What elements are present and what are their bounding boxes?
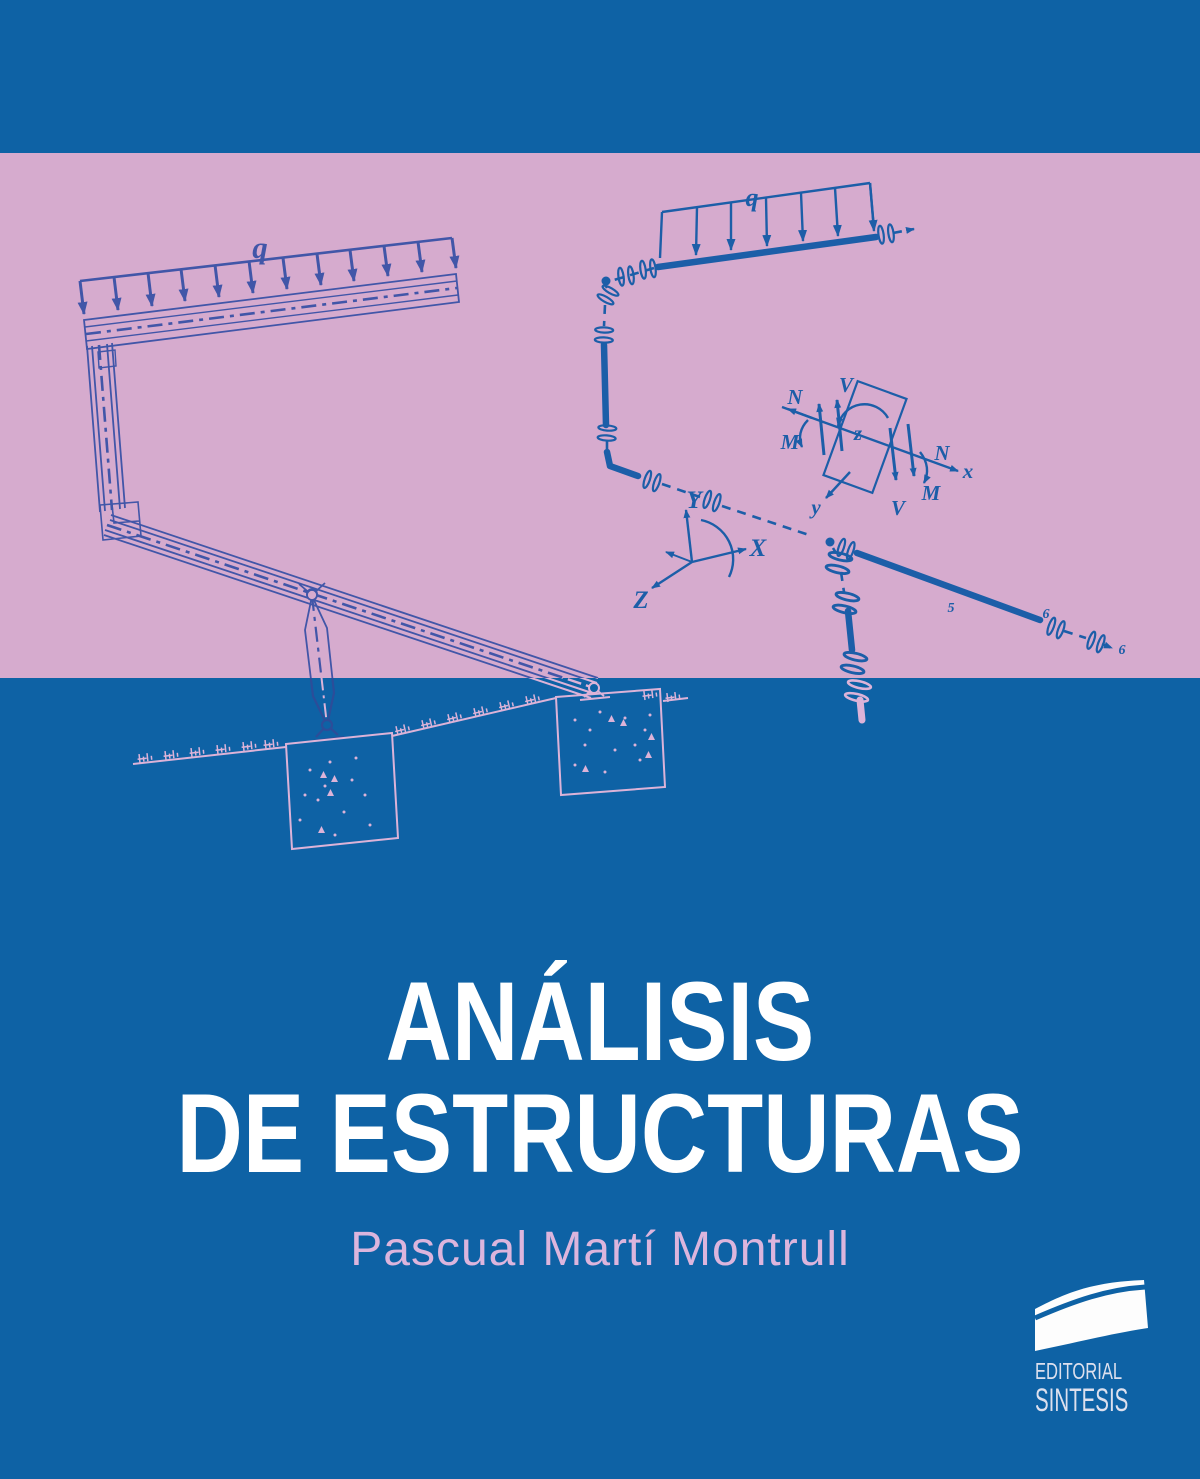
left-footing-block <box>286 733 398 849</box>
ground-line <box>133 690 688 764</box>
right-load-label: q <box>745 183 759 212</box>
section-force-labels <box>780 373 974 520</box>
element-number-6b: 6 <box>1118 643 1126 658</box>
shear-label-top: V <box>838 373 854 397</box>
right-support-pin <box>589 683 599 693</box>
section-free-body-diagram <box>780 373 974 520</box>
publisher-name-editorial: EDITORIAL <box>1035 1358 1123 1384</box>
frame-left-column <box>87 343 141 540</box>
moment-label-left: M <box>780 430 800 454</box>
global-x-label: X <box>749 535 767 562</box>
local-x-label: x <box>962 459 974 483</box>
frame-inclined-member <box>104 515 598 698</box>
author-name: Pascual Martí Montrull <box>350 1223 850 1276</box>
left-frame-diagram <box>80 230 598 741</box>
local-z-label: z <box>853 421 863 445</box>
axial-label-right: N <box>934 441 950 465</box>
publisher-logo <box>1032 1276 1172 1418</box>
element-number-6a: 6 <box>1042 607 1050 622</box>
right-distributed-load <box>660 183 874 258</box>
right-model-diagram <box>595 183 1126 720</box>
frame-strut <box>299 583 344 741</box>
publisher-name-sintesis: SINTESIS <box>1035 1382 1129 1418</box>
local-y-label: y <box>811 495 821 519</box>
title-line-1: ANÁLISIS <box>385 959 815 1084</box>
publisher-flag-icon <box>1032 1276 1152 1354</box>
global-z-label: Z <box>633 587 649 614</box>
element-number-labels <box>948 601 1126 658</box>
moment-label-right: M <box>921 481 941 505</box>
right-footing-block <box>556 683 665 795</box>
frame-top-beam <box>84 274 459 349</box>
model-members <box>595 224 1112 720</box>
element-number-5: 5 <box>947 601 955 616</box>
shear-label-bottom: V <box>890 496 906 520</box>
foundation-drawing <box>133 683 688 849</box>
global-axes-triad <box>632 487 767 614</box>
global-y-label: Y <box>686 487 702 514</box>
left-load-label: q <box>252 230 268 265</box>
axial-label-left: N <box>787 385 803 409</box>
title-block <box>0 959 1200 1196</box>
title-line-2: DE ESTRUCTURAS <box>176 1071 1024 1196</box>
